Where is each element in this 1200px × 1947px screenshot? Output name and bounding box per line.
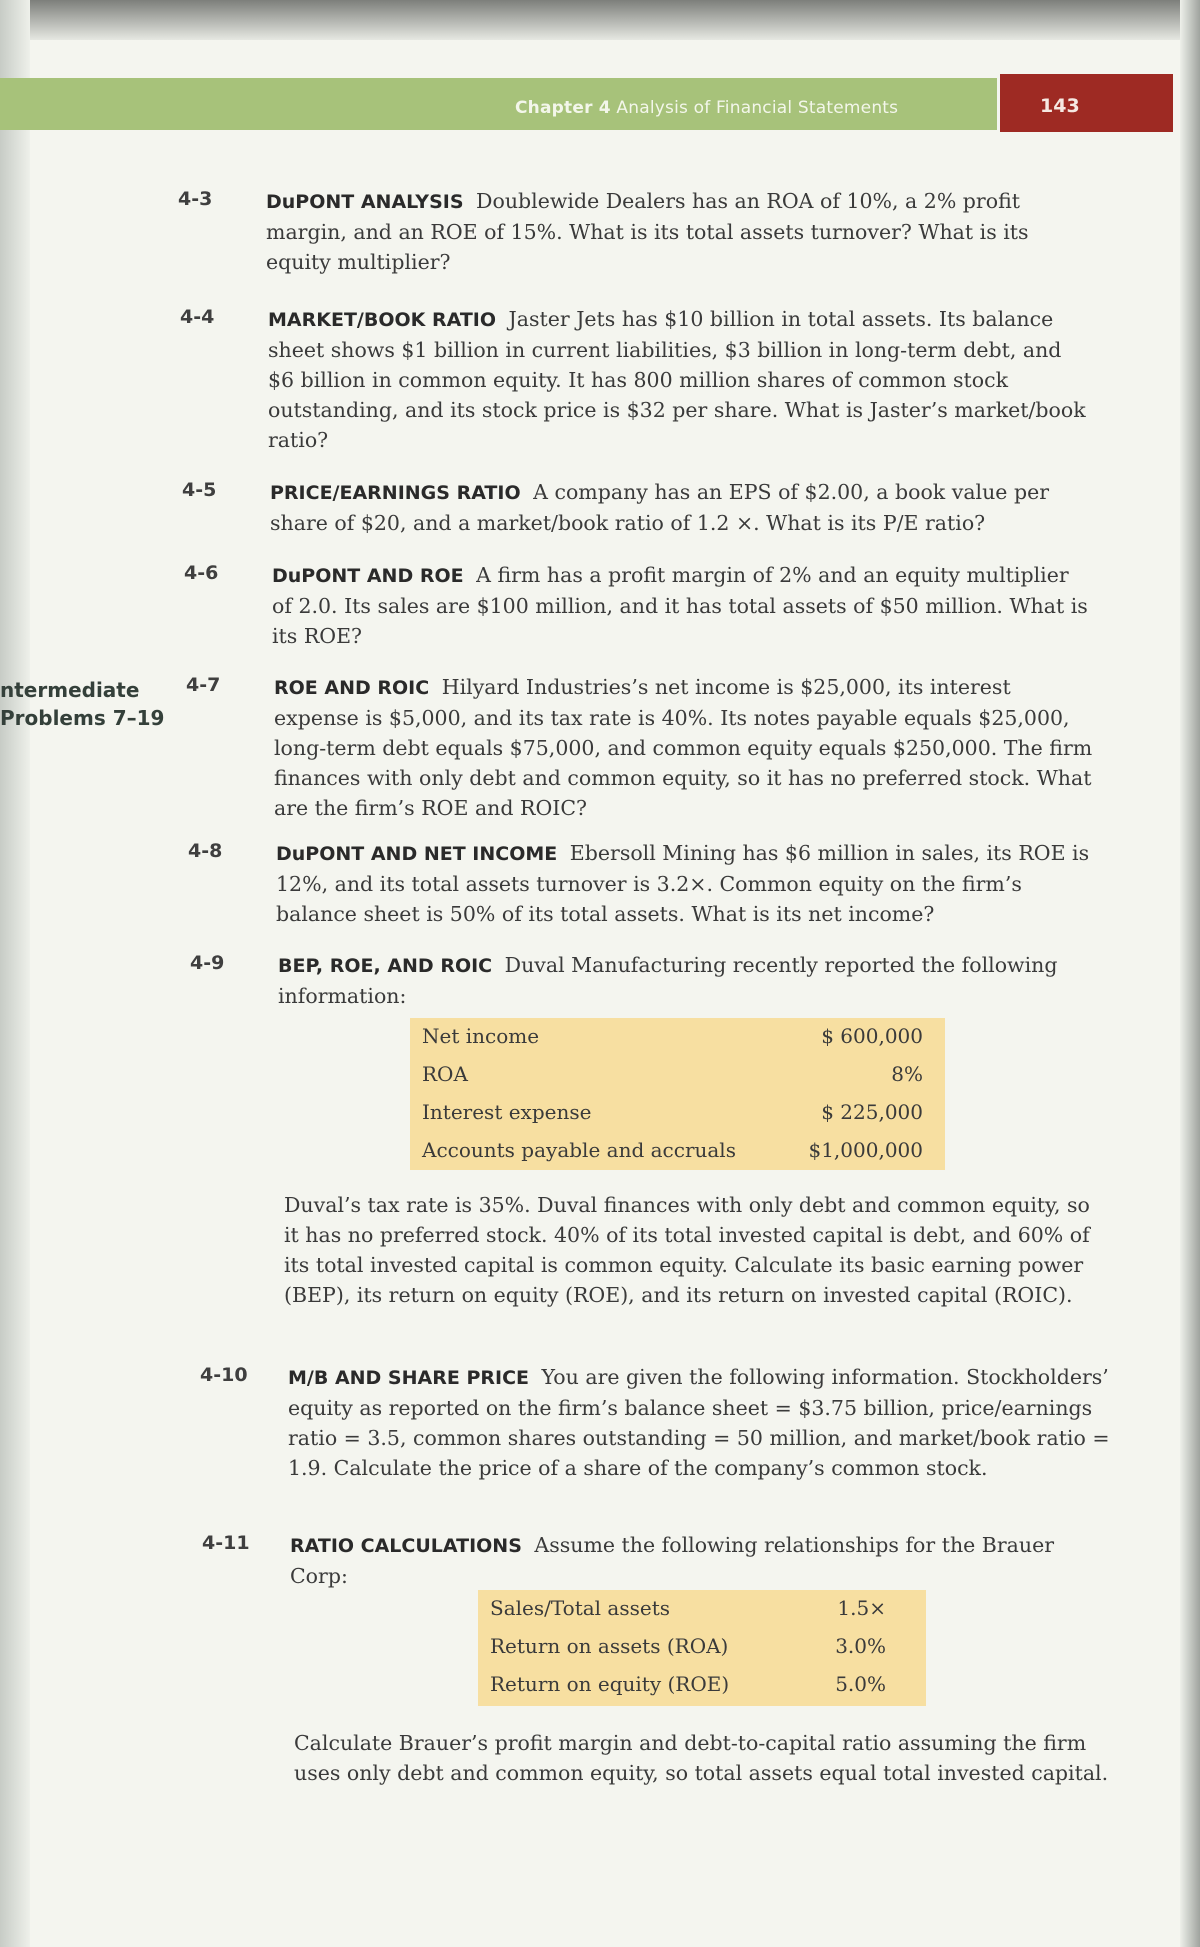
problem-title: M/B AND SHARE PRICE <box>288 1367 529 1389</box>
table-row-value: $1,000,000 <box>808 1138 923 1162</box>
problem-number: 4-4 <box>180 306 215 328</box>
page-edge-shadow-left <box>0 0 30 1947</box>
problem-4-7 <box>186 672 1096 823</box>
problem-number: 4-8 <box>188 840 223 862</box>
data-table-4-11 <box>478 1590 926 1706</box>
table-row-value: 5.0% <box>835 1672 886 1696</box>
problem-4-9 <box>190 950 1100 1011</box>
problem-number: 4-3 <box>178 188 213 210</box>
problem-number: 4-11 <box>202 1532 250 1554</box>
problem-4-6 <box>184 560 1094 651</box>
table-row-value: 8% <box>891 1062 923 1086</box>
problem-number: 4-6 <box>184 562 219 584</box>
problem-body <box>266 186 1086 277</box>
problem-text: Hilyard Industries’s net income is $25,000, its interest expense is $5,000, and its tax rate is 40%. Its notes payable equals $25,000, long-term debt equals $75,000, and common equity equals $250,000. The firm finances with only debt and common equity, so it has no preferred stock. What are the firm’s ROE and ROIC? <box>274 675 1093 820</box>
table-row-label: Net income <box>422 1024 540 1048</box>
problem-title: PRICE/EARNINGS RATIO <box>270 482 521 504</box>
problem-body <box>274 672 1096 823</box>
problem-text: Ebersoll Mining has $6 million in sales, its ROE is 12%, and its total assets turnover is 3.2×. Common equity on the firm’s balance sheet is 50% of its total assets. What is its net income? <box>276 841 1090 926</box>
table-row-value: 3.0% <box>835 1634 886 1658</box>
table-row-label: Sales/Total assets <box>490 1596 670 1620</box>
problem-body <box>278 950 1100 1011</box>
problem-number: 4-9 <box>190 952 225 974</box>
problem-text: Doublewide Dealers has an ROA of 10%, a 2% profit margin, and an ROE of 15%. What is its total assets turnover? What is its equity multiplier? <box>266 189 1029 274</box>
problem-4-10 <box>200 1362 1110 1483</box>
table-row <box>478 1628 926 1666</box>
problem-title: DuPONT AND ROE <box>272 565 464 587</box>
page-edge-shadow-right <box>1180 0 1200 1947</box>
page-number: 143 <box>1040 95 1080 117</box>
table-row-label: ROA <box>422 1062 468 1086</box>
page-number-tab <box>1000 74 1173 132</box>
problem-4-5 <box>182 477 1092 538</box>
table-row-label: Return on assets (ROA) <box>490 1634 729 1658</box>
table-row <box>478 1590 926 1628</box>
problem-text: Jaster Jets has $10 billion in total assets. Its balance sheet shows $1 billion in current liabilities, $3 billion in long-term debt, and $6 billion in common equity. It has 800 million shares of common stock outstanding, and its stock price is $32 per share. What is Jaster’s market/book ratio? <box>268 307 1086 452</box>
sidebar-label-line1: ntermediate <box>0 678 140 702</box>
problem-body <box>268 304 1090 455</box>
problem-4-3 <box>178 186 1086 277</box>
problem-title: BEP, ROE, AND ROIC <box>278 955 493 977</box>
problem-4-9-followup: Duval’s tax rate is 35%. Duval finances with only debt and common equity, so it has no preferred stock. 40% of its total invested capital is debt, and 60% of its total invested capital is common equity. Calculate its basic earning power (BEP), its return on equity (ROE), and its return on invested capital (ROIC). <box>284 1193 1090 1307</box>
problem-title: RATIO CALCULATIONS <box>290 1535 522 1557</box>
problem-body <box>288 1362 1110 1483</box>
table-row <box>410 1018 945 1056</box>
chapter-header-text <box>515 98 898 118</box>
table-row-label: Return on equity (ROE) <box>490 1672 730 1696</box>
sidebar-label-line2: Problems 7–19 <box>0 706 165 730</box>
problem-4-11-followup: Calculate Brauer’s profit margin and debt-to-capital ratio assuming the firm uses only debt and common equity, so total assets equal total invested capital. <box>294 1731 1109 1785</box>
sidebar-section-label <box>0 676 164 732</box>
problem-text: A company has an EPS of $2.00, a book value per share of $20, and a market/book ratio of 1.2 ×. What is its P/E ratio? <box>270 480 1050 535</box>
problem-body <box>290 1530 1112 1591</box>
problem-number: 4-10 <box>200 1364 248 1386</box>
table-row-value: $ 600,000 <box>821 1024 923 1048</box>
problem-number: 4-5 <box>182 479 217 501</box>
problem-text: Duval Manufacturing recently reported the following information: <box>278 953 1058 1008</box>
problem-text: You are given the following information. Stockholders’ equity as reported on the firm’s balance sheet = $3.75 billion, price/earnings ratio = 3.5, common shares outstanding = 50 million, and market/book ratio = 1.9. Calculate the price of a share of the company’s common stock. <box>288 1365 1110 1480</box>
problem-4-8 <box>188 838 1098 929</box>
problem-4-11 <box>202 1530 1112 1591</box>
table-row-value: 1.5× <box>837 1596 886 1620</box>
table-row-label: Interest expense <box>422 1100 592 1124</box>
problem-title: DuPONT AND NET INCOME <box>276 843 558 865</box>
problem-4-4 <box>180 304 1090 455</box>
problem-text: A firm has a profit margin of 2% and an equity multiplier of 2.0. Its sales are $100 million, and it has total assets of $50 million. What is its ROE? <box>272 563 1088 648</box>
page-edge-shadow-top <box>0 0 1200 40</box>
problem-title: DuPONT ANALYSIS <box>266 191 464 213</box>
problem-body <box>276 838 1098 929</box>
problem-body <box>272 560 1094 651</box>
problem-text: Assume the following relationships for the Brauer Corp: <box>290 1533 1055 1588</box>
table-row-label: Accounts payable and accruals <box>422 1138 736 1162</box>
table-row <box>410 1056 945 1094</box>
data-table-4-9 <box>410 1018 945 1170</box>
table-row-value: $ 225,000 <box>821 1100 923 1124</box>
problem-title: ROE AND ROIC <box>274 677 430 699</box>
table-row <box>410 1132 945 1170</box>
table-row <box>410 1094 945 1132</box>
problem-number: 4-7 <box>186 674 221 696</box>
problem-title: MARKET/BOOK RATIO <box>268 309 497 331</box>
problem-body <box>270 477 1092 538</box>
table-row <box>478 1666 926 1704</box>
chapter-label: Chapter 4 <box>515 98 611 118</box>
chapter-title: Analysis of Financial Statements <box>616 98 899 118</box>
